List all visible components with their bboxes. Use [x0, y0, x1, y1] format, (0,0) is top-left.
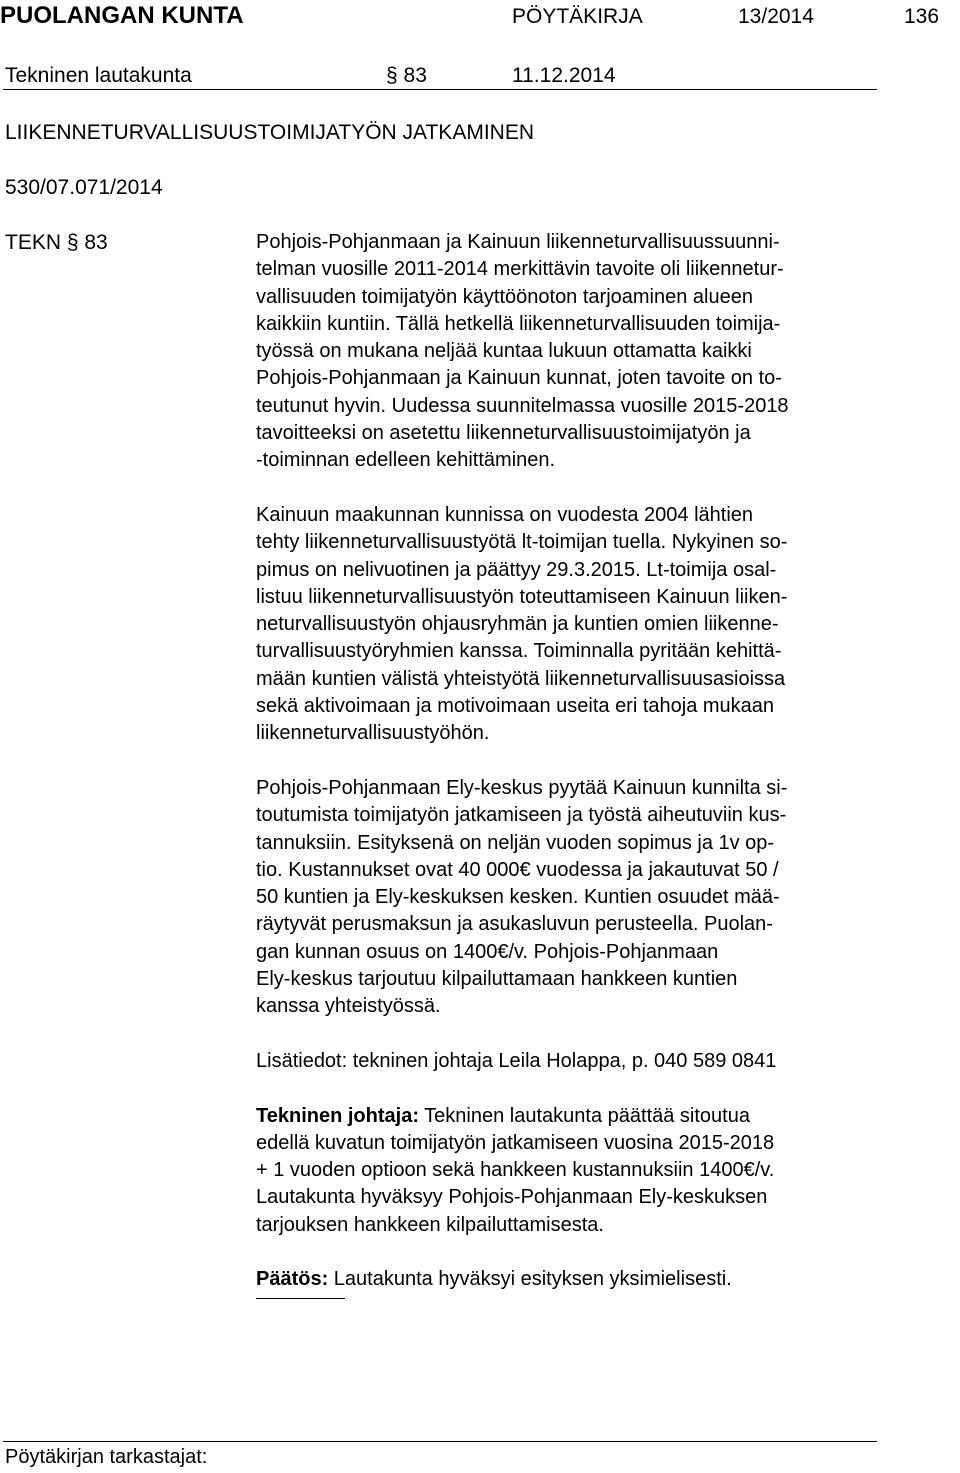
- text-line: sekä aktivoimaan ja motivoimaan useita eri tahoja mukaan: [256, 695, 775, 718]
- paragraph-kainuun: [256, 502, 876, 748]
- text-line: edellä kuvatun toimijatyön jatkamiseen vuosina 2015-2018: [256, 1131, 775, 1154]
- text-line: Kainuun maakunnan kunnissa on vuodesta 2004 lähtien: [256, 503, 754, 526]
- paragraph-background: [256, 229, 876, 475]
- text-line: neturvallisuustyön ohjausryhmän ja kuntien omien liikenne-: [256, 613, 779, 636]
- proposal-label: Tekninen johtaja:: [256, 1104, 419, 1127]
- organization-name: PUOLANGAN KUNTA: [0, 2, 244, 29]
- proposal-paragraph: [256, 1103, 876, 1239]
- minutes-body: [256, 229, 876, 1294]
- text-line: gan kunnan osuus on 1400€/v. Pohjois-Pohjanmaan: [256, 940, 719, 963]
- text-line: Pohjois-Pohjanmaan ja Kainuun kunnat, joten tavoite on to-: [256, 367, 782, 390]
- text-line: kanssa yhteistyössä.: [256, 995, 441, 1018]
- reviewers-label: Pöytäkirjan tarkastajat:: [5, 1446, 208, 1468]
- text-line: tarjouksen hankkeen kilpailuttamisesta.: [256, 1213, 604, 1236]
- text-line: telman vuosille 2011-2014 merkittävin tavoite oli liikennetur-: [256, 258, 784, 281]
- item-title: LIIKENNETURVALLISUUSTOIMIJATYÖN JATKAMINEN: [5, 121, 534, 144]
- text-line: tavoitteeksi on asetettu liikenneturvallisuustoimijatyön ja: [256, 422, 751, 445]
- text-line: toutumista toimijatyön jatkamiseen ja työstä aiheutuviin kus-: [256, 804, 787, 827]
- footer-divider: [3, 1441, 877, 1442]
- text-line: tio. Kustannukset ovat 40 000€ vuodessa ja jakautuvat 50 /: [256, 858, 779, 881]
- proposal-first-line-text: Tekninen lautakunta päättää sitoutua: [418, 1104, 750, 1127]
- text-line: 50 kuntien ja Ely-keskuksen kesken. Kuntien osuudet mää-: [256, 886, 780, 909]
- contact-info: Lisätiedot: tekninen johtaja Leila Holappa, p. 040 589 0841: [256, 1049, 777, 1072]
- text-line: kaikkiin kuntiin. Tällä hetkellä liikenneturvallisuuden toimija-: [256, 312, 781, 335]
- document-type: PÖYTÄKIRJA: [512, 5, 643, 28]
- section-number: § 83: [386, 64, 427, 87]
- paragraph-gap: [256, 1021, 876, 1048]
- decision-line: [256, 1266, 876, 1293]
- text-line: räytyvät perusmaksun ja asukasluvun perusteella. Puolan-: [256, 913, 773, 936]
- text-line: Lautakunta hyväksyy Pohjois-Pohjanmaan Ely-keskuksen: [256, 1186, 768, 1209]
- diary-number: 530/07.071/2014: [5, 176, 163, 199]
- text-line: tannuksiin. Esityksenä on neljän vuoden sopimus ja 1v op-: [256, 831, 775, 854]
- board-name: Tekninen lautakunta: [5, 64, 192, 87]
- text-line: liikenneturvallisuustyöhön.: [256, 722, 490, 745]
- decision-text: Lautakunta hyväksyi esityksen yksimielisesti.: [328, 1268, 732, 1291]
- document-number: 13/2014: [738, 5, 814, 28]
- text-line: työssä on mukana neljää kuntaa lukuun ottamatta kaikki: [256, 340, 752, 363]
- paragraph-gap: [256, 1239, 876, 1266]
- text-line: turvallisuustyöryhmien kanssa. Toiminnalla pyritään kehittä-: [256, 640, 782, 663]
- text-line: Pohjois-Pohjanmaan ja Kainuun liikenneturvallisuussuunni-: [256, 231, 780, 253]
- text-line: teutunut hyvin. Uudessa suunnitelmassa vuosille 2015-2018: [256, 394, 789, 417]
- paragraph-gap: [256, 475, 876, 502]
- text-line: + 1 vuoden optioon sekä hankkeen kustannuksiin 1400€/v.: [256, 1159, 775, 1182]
- paragraph-gap: [256, 1075, 876, 1102]
- text-line: mään kuntien välistä yhteistyötä liikenneturvallisuusasioissa: [256, 667, 786, 690]
- text-line: -toiminnan edelleen kehittäminen.: [256, 449, 556, 472]
- section-reference: TEKN § 83: [5, 231, 108, 254]
- proposal-first-line: [256, 1103, 876, 1130]
- text-line: pimus on nelivuotinen ja päättyy 29.3.2015. Lt-toimija osal-: [256, 558, 777, 581]
- text-line: Ely-keskus tarjoutuu kilpailuttamaan hankkeen kuntien: [256, 968, 738, 991]
- decision-label: Päätös:: [256, 1268, 329, 1291]
- paragraph-ely-request: [256, 775, 876, 1021]
- page-number: 136: [904, 5, 940, 28]
- text-line: Pohjois-Pohjanmaan Ely-keskus pyytää Kainuun kunnilta si-: [256, 776, 788, 799]
- text-line: vallisuuden toimijatyön käyttöönoton tarjoaminen alueen: [256, 285, 753, 308]
- paragraph-gap: [256, 748, 876, 775]
- text-line: tehty liikenneturvallisuustyötä lt-toimijan tuella. Nykyinen so-: [256, 531, 788, 554]
- end-of-item-rule: [256, 1298, 345, 1299]
- meeting-date: 11.12.2014: [512, 64, 616, 87]
- text-line: listuu liikenneturvallisuustyön toteuttamiseen Kainuun liiken-: [256, 585, 788, 608]
- header-divider: [3, 89, 877, 90]
